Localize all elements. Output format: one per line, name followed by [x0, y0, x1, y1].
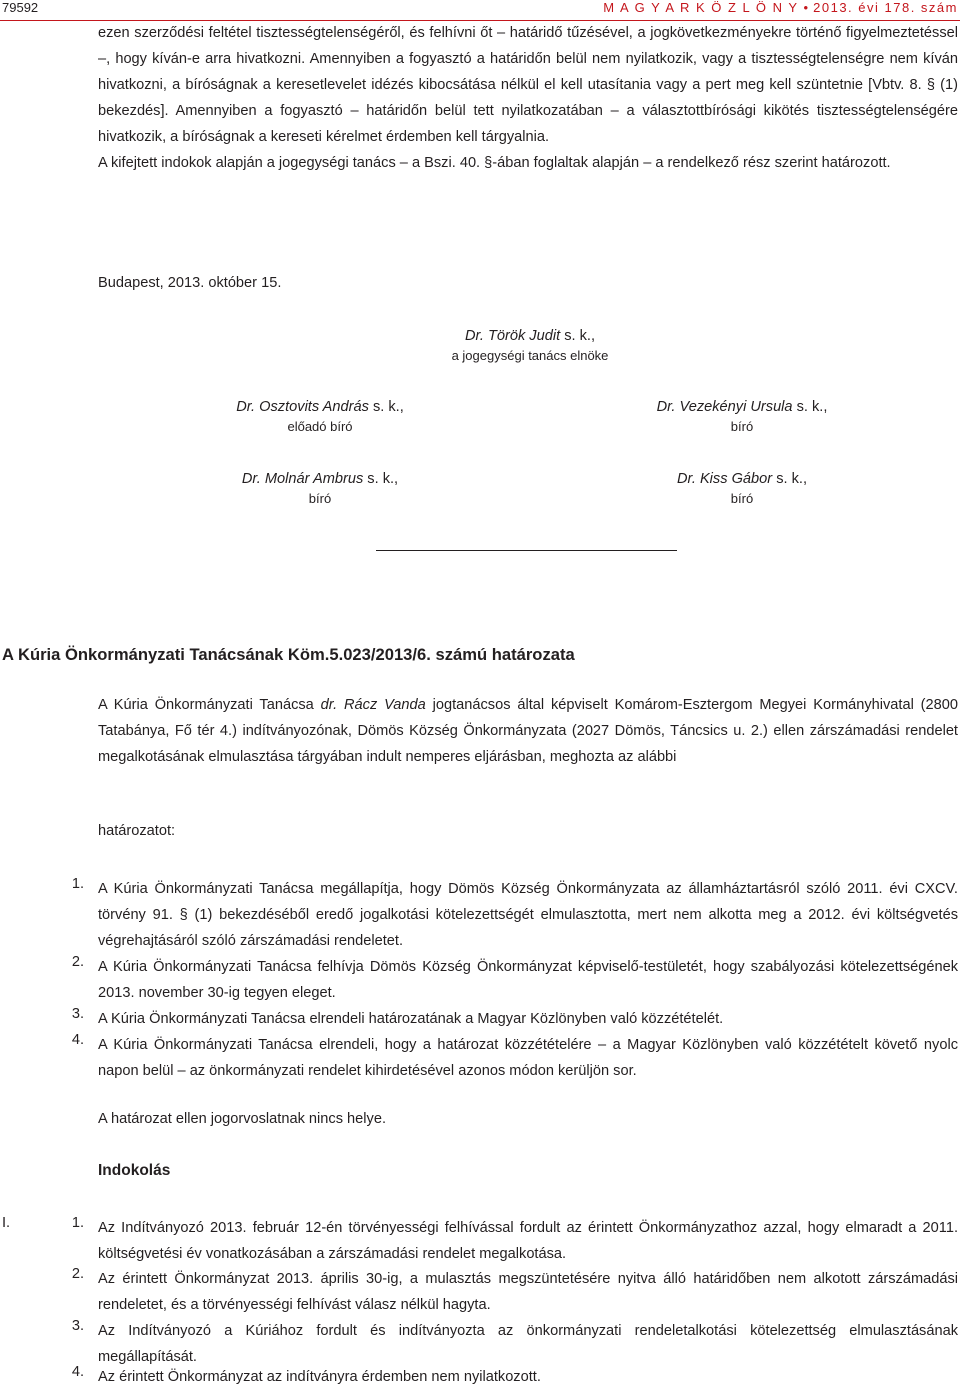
reasoning-item-1: Az Indítványozó 2013. február 12-én törvényességi felhívással fordult az érintett Önkormányzathoz azzal, hogy elmaradt a 2011. költségvetési év vonatkozásában a zárszámadási rendelet megalkotása.: [98, 1220, 958, 1262]
signature-1: [170, 399, 470, 434]
reasoning-item-1-num: 1.: [71, 1215, 84, 1231]
reasoning-item-2-num: 2.: [71, 1266, 84, 1282]
signature-chair: [380, 328, 680, 363]
decision-item-2: A Kúria Önkormányzati Tanácsa felhívja Dömös Község Önkormányzat képviselő-testületét, hogy szabályozási kötelezettségének 2013. november 30-ig tegyen eleget.: [98, 959, 958, 1001]
section-divider: [376, 550, 677, 551]
decision-item-1-num: 1.: [71, 876, 84, 892]
header-separator: •: [803, 0, 809, 15]
s1-suffix: s. k.,: [368, 399, 404, 415]
decision-item-3: A Kúria Önkormányzati Tanácsa elrendeli határozatának a Magyar Közlönyben való közzétételét.: [98, 1011, 724, 1027]
s1-name: Dr. Osztovits András: [236, 399, 369, 415]
decision-heading: határozatot:: [98, 823, 176, 839]
decision-intro-b: jogtanácsos által képviselt Komárom-Esztergom Megyei Kormányhivatal (2800 Tatabánya, Fő tér 4.) indítványozónak, Dömös Község Önkormányzata (2027 Dömös, Táncsics u. 2.) ellen zárszámadási rendelet megalkotásának elmulasztása tárgyában indult nemperes eljárásban, meghozta az alábbi: [98, 697, 958, 765]
s2-name: Dr. Vezekényi Ursula: [656, 399, 793, 415]
decision-item-4-num: 4.: [71, 1032, 84, 1048]
page-number: 79592: [2, 0, 39, 15]
place-date: Budapest, 2013. október 15.: [98, 275, 282, 291]
signature-3: [170, 471, 470, 506]
running-head: [603, 0, 958, 15]
intro-section: [98, 20, 958, 176]
issue-number: 2013. évi 178. szám: [813, 0, 958, 15]
chair-role: a jogegységi tanács elnöke: [451, 348, 609, 363]
s3-suffix: s. k.,: [363, 471, 399, 487]
s2-suffix: s. k.,: [792, 399, 828, 415]
intro-paragraph-1: ezen szerződési feltétel tisztességtelenségéről, és felhívni őt – határidő tűzésével, a jogkövetkezményekre történő figyelmeztetéssel –, hogy kíván-e arra hivatkozni. Amennyiben a fogyasztó a határidőn belül nem nyilatkozik, vagy a tisztességtelenségre nem kíván hivatkozni, a bíróságnak a keresetlevelet idézés kibocsátása nélkül el kell utasítania vagy a pert meg kell szüntetnie [Vbtv. 8. § (1) bekezdés]. Amennyiben a fogyasztó – határidőn belül tett nyilatkozatában – a választottbírósági kikötés tisztességtelenségére hivatkozik, a bíróságnak a kereseti kérelmet érdemben kell tárgyalnia.: [98, 25, 958, 145]
signature-2: [592, 399, 892, 434]
s1-role: előadó bíró: [287, 419, 353, 434]
intro-paragraph-2: A kifejtett indokok alapján a jogegységi tanács – a Bszi. 40. §-ában foglaltak alapján – a rendelkező rész szerint határozott.: [98, 155, 891, 171]
s4-suffix: s. k.,: [772, 471, 808, 487]
s4-role: bíró: [730, 491, 754, 506]
reasoning-heading: Indokolás: [98, 1162, 171, 1179]
signature-4: [592, 471, 892, 506]
reasoning-item-2: Az érintett Önkormányzat 2013. április 30-ig, a mulasztás megszüntetésére nyitva álló határidőben nem alkotott zárszámadási rendeletet, és a törvényességi felhívást válasz nélkül hagyta.: [98, 1271, 958, 1313]
decision-item-3-num: 3.: [71, 1006, 84, 1022]
reasoning-item-4-num: 4.: [71, 1364, 84, 1380]
reasoning-section-number: I.: [2, 1215, 11, 1231]
s4-name: Dr. Kiss Gábor: [676, 471, 773, 487]
decision-item-2-num: 2.: [71, 954, 84, 970]
page-header: [0, 0, 960, 16]
s2-role: bíró: [730, 419, 754, 434]
decision-intro: [98, 692, 958, 770]
decision-item-1: A Kúria Önkormányzati Tanácsa megállapítja, hogy Dömös Község Önkormányzata az államháztartásról szóló 2011. évi CXCV. törvény 91. § (1) bekezdéséből eredő jogalkotási kötelezettségét elmulasztotta, mert nem alkotta meg a 2012. évi költségvetés végrehajtásáról szóló zárszámadási rendeletet.: [98, 881, 958, 949]
journal-name: M A G Y A R K Ö Z L Ö N Y: [603, 0, 799, 15]
chair-suffix: s. k.,: [560, 328, 596, 344]
reasoning-item-4: Az érintett Önkormányzat az indítványra érdemben nem nyilatkozott.: [98, 1369, 541, 1385]
s3-role: bíró: [308, 491, 332, 506]
decision-representative: dr. Rácz Vanda: [320, 697, 426, 713]
s3-name: Dr. Molnár Ambrus: [241, 471, 364, 487]
decision-title: A Kúria Önkormányzati Tanácsának Köm.5.023/2013/6. számú határozata: [2, 645, 575, 664]
reasoning-item-3: Az Indítványozó a Kúriához fordult és indítványozta az önkormányzati rendeletalkotási kötelezettség elmulasztásának megállapítását.: [98, 1323, 958, 1365]
no-appeal-statement: A határozat ellen jogorvoslatnak nincs helye.: [98, 1111, 386, 1127]
decision-item-4: A Kúria Önkormányzati Tanácsa elrendeli, hogy a határozat közzétételére – a Magyar Közlönyben való közzétételt követő nyolc napon belül – az önkormányzati rendelet kihirdetésével azonos módon kerüljön sor.: [98, 1037, 958, 1079]
chair-name: Dr. Török Judit: [464, 328, 561, 344]
reasoning-item-3-num: 3.: [71, 1318, 84, 1334]
decision-intro-a: A Kúria Önkormányzati Tanácsa: [98, 697, 321, 713]
